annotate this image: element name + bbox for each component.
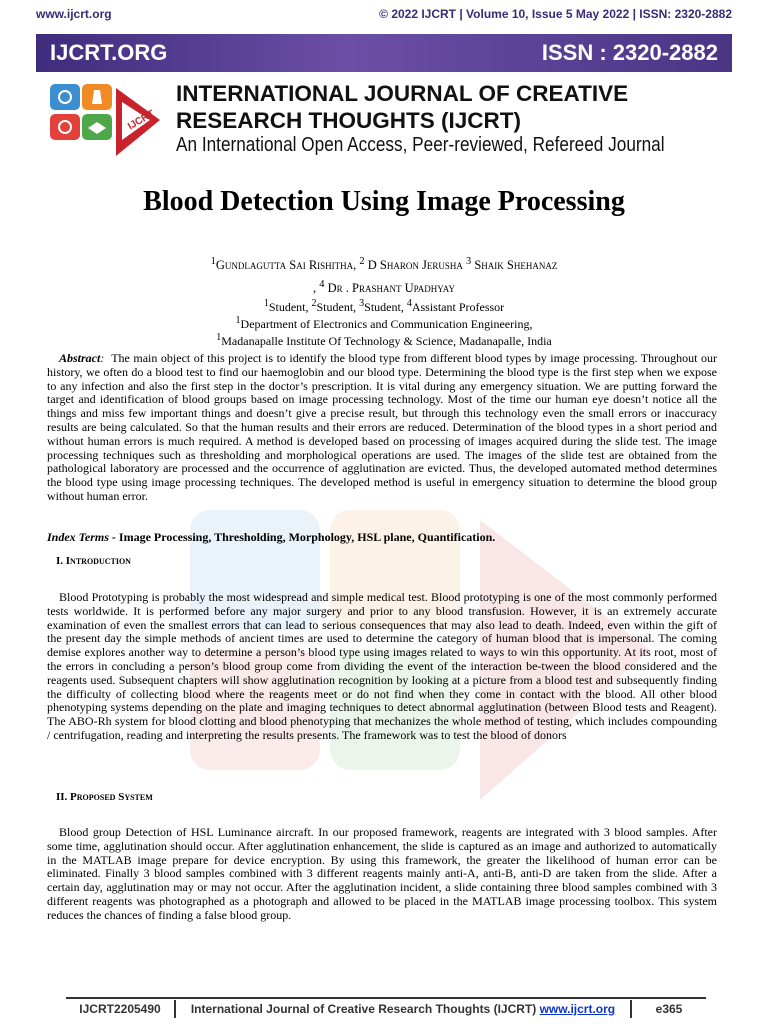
abstract-label: Abstract [59, 351, 101, 365]
footer-journal: International Journal of Creative Research Thoughts (IJCRT) www.ijcrt.org [190, 1002, 616, 1016]
introduction-text [47, 591, 717, 743]
journal-title-line2: RESEARCH THOUGHTS (IJCRT) [176, 108, 522, 133]
author-name: Shaik Shehanaz [474, 258, 558, 273]
proposed-system-text [47, 826, 717, 923]
page-number: e365 [630, 1000, 706, 1018]
journal-subtitle: An International Open Access, Peer-reviewed, Refereed Journal [176, 134, 665, 156]
introduction-paragraph: Blood Prototyping is probably the most widespread and simple medical test. Blood prototyping is one of the most commonly performed tests worldwide. It is performed before any major surgery and prior to any blood transfusion. However, it is an extremely accurate examination of even the smallest errors that can lead to serious consequences that may also lead to death. Indeed, even within the gift of the present day the simple methods of ancient times are used to determine the category of human blood that is impersonal. The coming demise explores another way to determine a person’s blood type using images related to ways to win this opportunity. At its root, most of the errors in concluding a person’s blood group come from dividing the event of the interaction be-tween the blood considered and the reagents used. Subsequent chapters will show agglutination recognition by looking at a picture from a blood test and subsequently finding the difficulty of collecting blood where the reagents meet or do not find when they come in contact with the blood. All other blood phenotyping systems depending on the plate and imaging techniques to detect abnormal agglutination (between Blood tests and Reagent). The ABO-Rh system for blood clotting and blood phenotyping that mechanizes the whole method of testing, which includes compounding / centrifugation, reading and interpreting the results presents. The framework was to test the blood of donors [47, 590, 717, 742]
section-heading-proposed-system: II. Proposed System [56, 791, 153, 803]
issue-info: © 2022 IJCRT | Volume 10, Issue 5 May 2022 | ISSN: 2320-2882 [379, 7, 732, 21]
index-terms: Index Terms - Image Processing, Thresholding, Morphology, HSL plane, Quantification. [47, 530, 496, 544]
band-left: IJCRT.ORG [50, 40, 168, 65]
logo-text: IJCRT [126, 108, 157, 133]
abstract: Abstract: The main object of this project is to identify the blood type from different blood types by image processing. Throughout our history, we often do a blood test to find our haemoglobin and our blood type. Determining the blood type is the first step when we expose to any infection and also the first step in the doctor’s prescription. It is vital during any emergency situation. We are putting forward the target and identification of blood groups based on image processing technology. Most of the time our human eye doesn’t notice all the things and miss few important things and doesn’t give a precise result, but through this technology even the small errors or inaccuracy results are being calculated. So that the human results and their errors are reduced. Determination of the blood types in a short period and without human errors is much required. A method is developed based on processing of images acquired during the slide test. The image processing techniques such as thresholding and morphological operations are used. The images of the slide test are obtained from the pathological laboratory are processed and the occurrence of agglutination are evicted. Thus, the developed automated method determines the blood type using image processing techniques. The developed method is useful in emergency situation to determine the blood group without human error. [47, 351, 717, 503]
author-name: Gundlagutta Sai Rishitha [215, 258, 354, 273]
author-name: Dr . Prashant Upadhyay [327, 281, 455, 296]
author-list: $^1$Gundlagutta Sai Rishitha, $^2$ D Sharon Jerusha $^3$ Shaik Shehanaz , $^4$ Dr . Prashant Upadhyay [210, 256, 558, 296]
footer-url[interactable]: www.ijcrt.org [539, 1002, 616, 1016]
roles-line: $^1$Student, $^2$Student, $^3$Student, $^4$Assistant Professor [263, 298, 505, 314]
index-terms-text: Image Processing, Thresholding, Morphology, HSL plane, Quantification. [118, 530, 496, 544]
site-link[interactable]: www.ijcrt.org [36, 7, 112, 21]
page-footer [66, 997, 706, 1019]
institute-line: $^1$Madanapalle Institute Of Technology & Science, Madanapalle, India [216, 332, 552, 348]
author-sup: 4 [319, 279, 325, 291]
affiliations [0, 297, 768, 348]
running-header [36, 4, 732, 24]
ijcrt-logo [44, 80, 166, 164]
proposed-system-paragraph: Blood group Detection of HSL Luminance aircraft. In our proposed framework, reagents are integrated with 3 blood samples. After some time, agglutination should occur. After agglutination enhancement, the slide is captured as an image and authorized to automatically in the MATLAB image prepare for device encryption. By using this framework, the greater the likelihood of human error can be eliminated. Finally 3 blood samples combined with 3 different reagents mainly anti-A, anti-B, anti-D are taken from the slide. After a certain day, agglutination may or may not occur. After the agglutination incident, a slide containing three blood samples combined with 3 different reagents was photographed as a photograph and allowed to be placed in the MATLAB image processing toolbox. This system reduces the chances of finding a false blood group. [47, 825, 717, 922]
journal-band [36, 34, 732, 72]
department-line: $^1$Department of Electronics and Communication Engineering, [235, 315, 533, 331]
index-terms-label: Index Terms [47, 530, 109, 544]
journal-title [176, 80, 628, 134]
paper-id: IJCRT2205490 [66, 1000, 176, 1018]
band-right: ISSN : 2320-2882 [541, 40, 718, 65]
author-sup: 2 [359, 256, 365, 267]
paper-title: Blood Detection Using Image Processing [143, 186, 625, 217]
abstract-text: The main object of this project is to identify the blood type from different blood types by image processing. Throughout our history, we often do a blood test to find our haemoglobin and our blood type. Determining the blood type is the first step when we expose to any infection and also the first step in the doctor’s prescription. It is vital during any emergency situation. We are putting forward the target and identification of blood groups based on image processing technology. Most of the time our human eye doesn’t notice all the things and miss few important things and doesn’t give a precise result, but through this technology even the small errors or inaccuracy results are being calculated. So that the human results and their errors are reduced. Determination of the blood types in a short period and without human errors is much required. A method is developed based on processing of images acquired during the slide test. The image processing techniques such as thresholding and morphological operations are used. The images of the slide test are obtained from the pathological laboratory are processed and the occurrence of agglutination are evicted. Thus, the developed automated method determines the blood type using image processing techniques. The developed method is useful in emergency situation to determine the blood group without human error. [47, 351, 717, 503]
logo-tile-blue [50, 84, 80, 110]
section-heading-introduction: I. Introduction [56, 555, 131, 567]
author-sup: 1 [210, 256, 216, 267]
author-sup: 3 [465, 256, 472, 267]
journal-title-line1: INTERNATIONAL JOURNAL OF CREATIVE [176, 81, 629, 106]
logo-tile-red [50, 114, 80, 140]
author-name: D Sharon Jerusha [367, 258, 463, 273]
